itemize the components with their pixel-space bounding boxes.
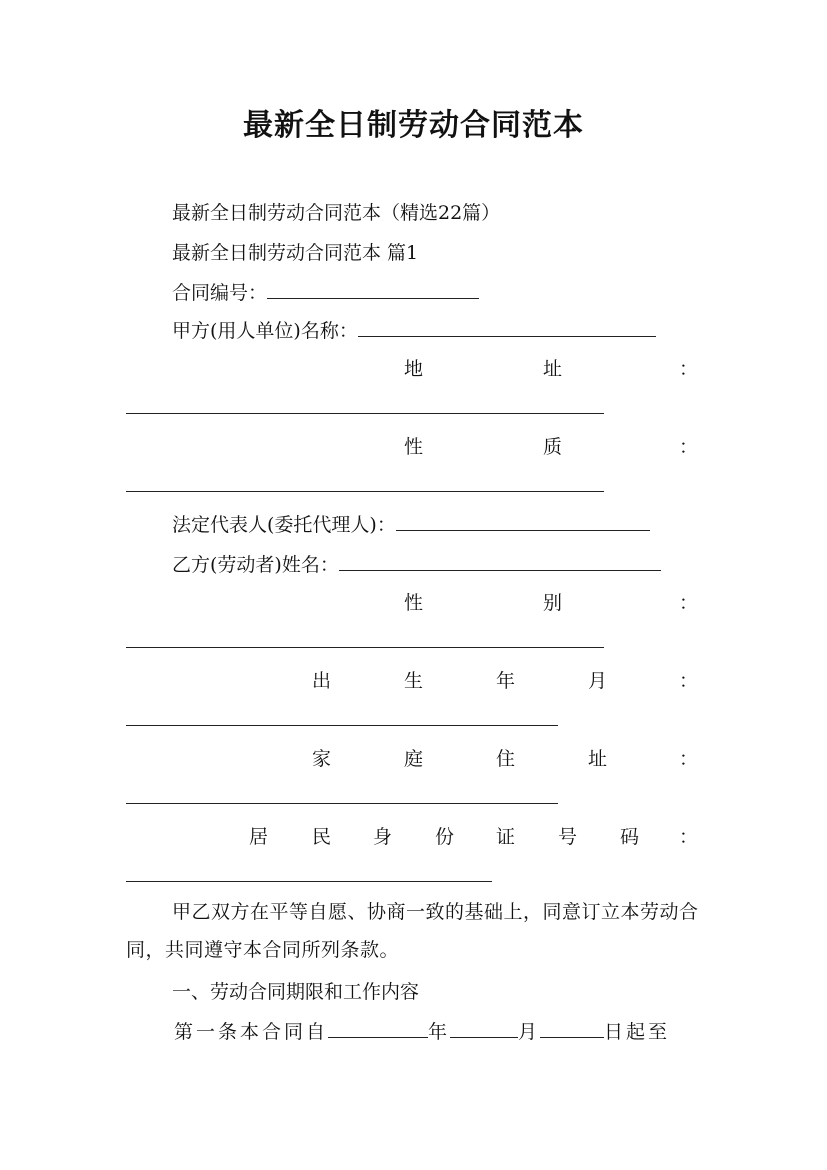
home-address-blank[interactable]	[126, 803, 558, 804]
month-label: 月	[518, 1021, 541, 1043]
id-number-char: 民	[312, 826, 332, 848]
article-one-start: 第一条本合同自	[174, 1021, 329, 1043]
birth-char: 生	[404, 670, 424, 692]
address-blank[interactable]	[126, 413, 604, 414]
id-number-blank[interactable]	[126, 881, 492, 882]
party-a-name-row	[172, 316, 656, 343]
section-one-heading: 一、劳动合同期限和工作内容	[172, 981, 420, 1003]
birth-label-row	[0, 666, 827, 690]
subtitle: 最新全日制劳动合同范本（精选22篇）	[172, 202, 501, 224]
document-title: 最新全日制劳动合同范本	[243, 108, 584, 143]
gender-colon: ：	[679, 592, 699, 614]
legal-rep-label: 法定代表人(委托代理人)：	[172, 514, 396, 536]
id-number-char: 号	[558, 826, 578, 848]
nature-colon: ：	[679, 436, 699, 458]
address-label-row	[0, 354, 827, 378]
nature-char: 质	[543, 436, 563, 458]
article-one-row	[174, 1017, 670, 1044]
start-month-blank[interactable]	[450, 1019, 518, 1038]
address-char: 地	[404, 358, 424, 380]
address-char: 址	[543, 358, 563, 380]
party-b-name-row	[172, 550, 661, 577]
gender-label-row	[0, 588, 827, 612]
home-address-char: 庭	[404, 748, 424, 770]
legal-rep-blank[interactable]	[396, 512, 650, 531]
party-a-name-label: 甲方(用人单位)名称：	[172, 320, 358, 342]
nature-char: 性	[404, 436, 424, 458]
home-address-char: 住	[496, 748, 516, 770]
gender-char: 性	[404, 592, 424, 614]
gender-char: 别	[543, 592, 563, 614]
nature-blank[interactable]	[126, 491, 604, 492]
id-number-colon: ：	[679, 826, 699, 848]
birth-blank[interactable]	[126, 725, 558, 726]
gender-blank[interactable]	[126, 647, 604, 648]
year-label: 年	[428, 1021, 451, 1043]
day-from-label: 日起至	[604, 1021, 671, 1043]
home-address-char: 家	[312, 748, 332, 770]
birth-char: 月	[588, 670, 608, 692]
contract-number-blank[interactable]	[267, 280, 479, 299]
start-day-blank[interactable]	[540, 1019, 604, 1038]
section-heading: 最新全日制劳动合同范本 篇1	[172, 242, 419, 264]
legal-rep-row	[172, 510, 650, 537]
id-number-char: 码	[620, 826, 640, 848]
contract-number-row	[172, 278, 479, 305]
id-number-char: 份	[435, 826, 455, 848]
agreement-paragraph: 甲乙双方在平等自愿、协商一致的基础上，同意订立本劳动合同，共同遵守本合同所列条款。	[126, 901, 699, 961]
home-address-colon: ：	[679, 748, 699, 770]
birth-char: 年	[496, 670, 516, 692]
home-address-char: 址	[588, 748, 608, 770]
home-address-label-row	[0, 744, 827, 768]
party-b-name-label: 乙方(劳动者)姓名：	[172, 554, 339, 576]
id-number-label-row	[0, 822, 827, 846]
address-colon: ：	[679, 358, 699, 380]
id-number-char: 居	[249, 826, 269, 848]
party-a-name-blank[interactable]	[358, 318, 656, 337]
id-number-char: 身	[373, 826, 393, 848]
id-number-char: 证	[496, 826, 516, 848]
nature-label-row	[0, 432, 827, 456]
start-year-blank[interactable]	[328, 1019, 428, 1038]
birth-char: 出	[312, 670, 332, 692]
birth-colon: ：	[679, 670, 699, 692]
party-b-name-blank[interactable]	[339, 552, 661, 571]
contract-number-label: 合同编号：	[172, 282, 268, 304]
